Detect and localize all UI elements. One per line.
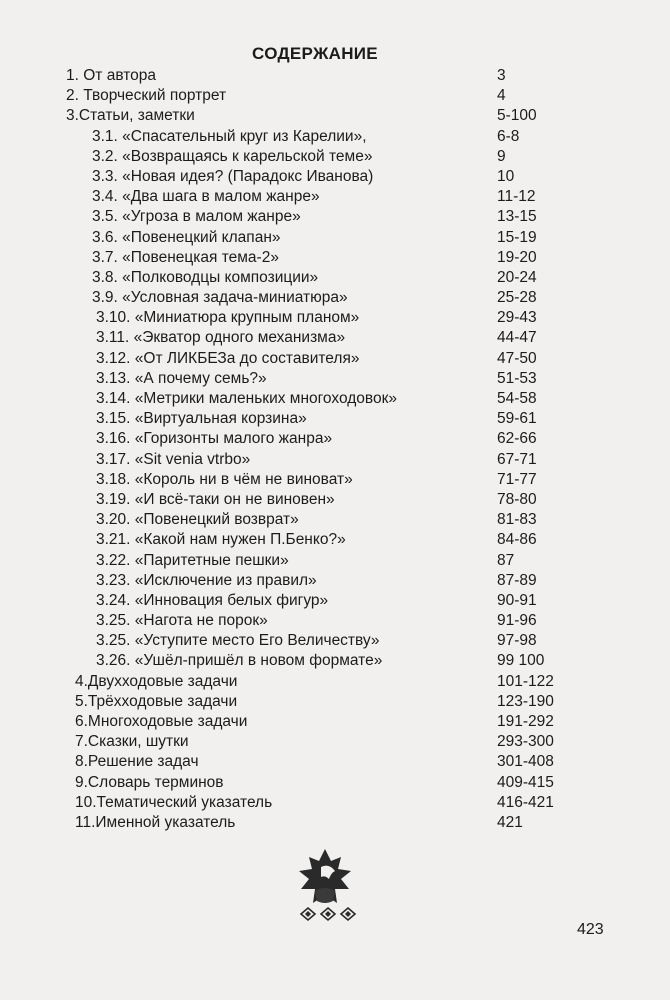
toc-entry-page: 13-15	[497, 208, 537, 226]
toc-entry-title: 3.17. «Sit venia vtrbo»	[96, 450, 251, 468]
toc-entry-title: 3.25. «Уступите место Его Величеству»	[96, 632, 380, 650]
toc-entry	[0, 773, 670, 793]
toc-entry-title: 3.25. «Нагота не порок»	[96, 612, 268, 630]
toc-entry-page: 293-300	[497, 733, 554, 751]
toc-entry-title: 3.12. «От ЛИКБЕЗа до составителя»	[96, 349, 360, 367]
toc-entry-page: 90-91	[497, 591, 537, 609]
toc-entry-page: 81-83	[497, 511, 537, 529]
toc-entry-page: 91-96	[497, 612, 537, 630]
toc-subentry	[0, 207, 670, 227]
toc-subentry	[0, 288, 670, 308]
toc-entry-page: 97-98	[497, 632, 537, 650]
toc-subentry	[0, 349, 670, 369]
toc-subentry	[0, 409, 670, 429]
toc-subentry	[0, 450, 670, 470]
toc-entry-title: 3.18. «Король ни в чём не виноват»	[96, 470, 353, 488]
toc-entry-page: 99 100	[497, 652, 545, 670]
toc-entry-title: 3.26. «Ушёл-пришёл в новом формате»	[96, 652, 383, 670]
toc-entry-page: 87	[497, 551, 515, 569]
toc-subentry	[0, 328, 670, 348]
toc-entry-page: 47-50	[497, 349, 537, 367]
toc-entry-title: 3.22. «Паритетные пешки»	[96, 551, 289, 569]
toc-entry-title: 4.Двухходовые задачи	[75, 672, 238, 690]
toc-entry	[0, 86, 670, 106]
toc-entry-title: 2. Творческий портрет	[66, 87, 227, 105]
toc-subentry	[0, 510, 670, 530]
toc-entry-page: 4	[497, 87, 506, 105]
toc-entry-title: 3.14. «Метрики маленьких многоходовок»	[96, 390, 397, 407]
toc-entry	[0, 672, 670, 692]
toc-subentry	[0, 167, 670, 187]
toc-entry-title: 3.21. «Какой нам нужен П.Бенко?»	[96, 531, 346, 549]
toc-entry-page: 62-66	[497, 430, 537, 448]
toc-entry	[0, 66, 670, 86]
toc-entry-page: 101-122	[497, 672, 554, 690]
toc-subentry	[0, 147, 670, 167]
toc-entry-title: 6.Многоходовые задачи	[75, 713, 248, 730]
toc-entry-title: 3.8. «Полководцы композиции»	[92, 268, 319, 286]
toc-subentry	[0, 248, 670, 268]
toc-subentry	[0, 611, 670, 631]
toc-subentry	[0, 268, 670, 288]
toc-entry-title: 3.2. «Возвращаясь к карельской теме»	[92, 147, 373, 165]
toc-subentry	[0, 470, 670, 490]
toc-subentry	[0, 308, 670, 328]
toc-entry-title: 10.Тематический указатель	[75, 793, 273, 811]
toc-entry	[0, 732, 670, 752]
table-of-contents	[0, 66, 670, 833]
toc-entry-page: 409-415	[497, 773, 554, 791]
toc-entry-page: 84-86	[497, 531, 537, 549]
toc-subentry	[0, 591, 670, 611]
toc-entry-title: 3.3. «Новая идея? (Парадокс Иванова)	[92, 167, 374, 185]
toc-entry-page: 59-61	[497, 410, 537, 428]
toc-entry-title: 3.5. «Угроза в малом жанре»	[92, 208, 301, 226]
toc-entry-page: 78-80	[497, 490, 537, 508]
toc-entry-title: 3.10. «Миниатюра крупным планом»	[96, 309, 360, 327]
toc-entry-page: 416-421	[497, 793, 554, 811]
toc-entry-title: 3.23. «Исключение из правил»	[96, 571, 317, 589]
toc-entry-title: 5.Трёхходовые задачи	[75, 692, 238, 710]
toc-entry	[0, 793, 670, 813]
toc-entry-title: 9.Словарь терминов	[75, 773, 224, 791]
toc-entry	[0, 692, 670, 712]
diamond-ornament-icon	[298, 906, 358, 922]
toc-entry-title: 3.11. «Экватор одного механизма»	[96, 329, 346, 347]
toc-subentry	[0, 127, 670, 147]
toc-entry-title: 3.Статьи, заметки	[66, 107, 195, 125]
toc-entry-title: 1. От автора	[66, 67, 156, 84]
toc-subentry	[0, 228, 670, 248]
toc-subentry	[0, 651, 670, 671]
toc-entry-page: 11-12	[497, 188, 536, 206]
toc-subentry	[0, 631, 670, 651]
toc-entry-title: 3.15. «Виртуальная корзина»	[96, 410, 307, 428]
toc-entry-page: 54-58	[497, 390, 537, 407]
toc-entry-title: 3.13. «А почему семь?»	[96, 369, 267, 387]
toc-entry	[0, 106, 670, 126]
toc-entry-page: 71-77	[497, 470, 537, 488]
toc-entry-page: 9	[497, 147, 506, 165]
toc-entry-title: 3.4. «Два шага в малом жанре»	[92, 188, 320, 206]
toc-entry-page: 123-190	[497, 692, 554, 710]
toc-subentry	[0, 530, 670, 550]
toc-subentry	[0, 551, 670, 571]
page-title: СОДЕРЖАНИЕ	[252, 44, 378, 63]
toc-entry-page: 5-100	[497, 107, 537, 125]
toc-entry-page: 51-53	[497, 369, 537, 387]
toc-entry-page: 20-24	[497, 268, 537, 286]
toc-entry-title: 11.Именной указатель	[75, 813, 236, 831]
toc-entry-page: 87-89	[497, 571, 537, 589]
toc-subentry	[0, 490, 670, 510]
toc-entry-page: 3	[497, 67, 506, 84]
toc-subentry	[0, 571, 670, 591]
toc-entry-page: 25-28	[497, 289, 537, 307]
toc-entry-title: 3.9. «Условная задача-миниатюра»	[92, 289, 348, 307]
toc-entry-page: 29-43	[497, 309, 537, 327]
toc-entry-title: 3.1. «Спасательный круг из Карелии»,	[92, 127, 367, 145]
toc-entry-page: 6-8	[497, 127, 520, 145]
toc-entry-title: 3.6. «Повенецкий клапан»	[92, 228, 281, 246]
toc-entry-title: 8.Решение задач	[75, 753, 199, 771]
toc-entry-page: 191-292	[497, 713, 554, 730]
toc-subentry	[0, 369, 670, 389]
toc-entry-title: 3.19. «И всё-таки он не виновен»	[96, 490, 335, 508]
toc-entry-title: 3.20. «Повенецкий возврат»	[96, 511, 299, 529]
toc-entry-title: 3.7. «Повенецкая тема-2»	[92, 248, 279, 266]
toc-entry-page: 15-19	[497, 228, 537, 246]
toc-entry-title: 3.16. «Горизонты малого жанра»	[96, 430, 333, 448]
toc-subentry	[0, 187, 670, 207]
toc-entry-page: 44-47	[497, 329, 537, 347]
toc-entry	[0, 752, 670, 772]
toc-entry-title: 7.Сказки, шутки	[75, 733, 189, 751]
toc-entry-title: 3.24. «Инновация белых фигур»	[96, 591, 329, 609]
toc-entry-page: 67-71	[497, 450, 537, 468]
page-number: 423	[577, 921, 604, 938]
toc-entry-page: 301-408	[497, 753, 554, 771]
toc-entry-page: 10	[497, 167, 515, 185]
toc-subentry	[0, 389, 670, 409]
toc-entry	[0, 813, 670, 833]
toc-entry	[0, 712, 670, 732]
toc-subentry	[0, 429, 670, 449]
toc-entry-page: 421	[497, 813, 523, 831]
toc-entry-page: 19-20	[497, 248, 537, 266]
